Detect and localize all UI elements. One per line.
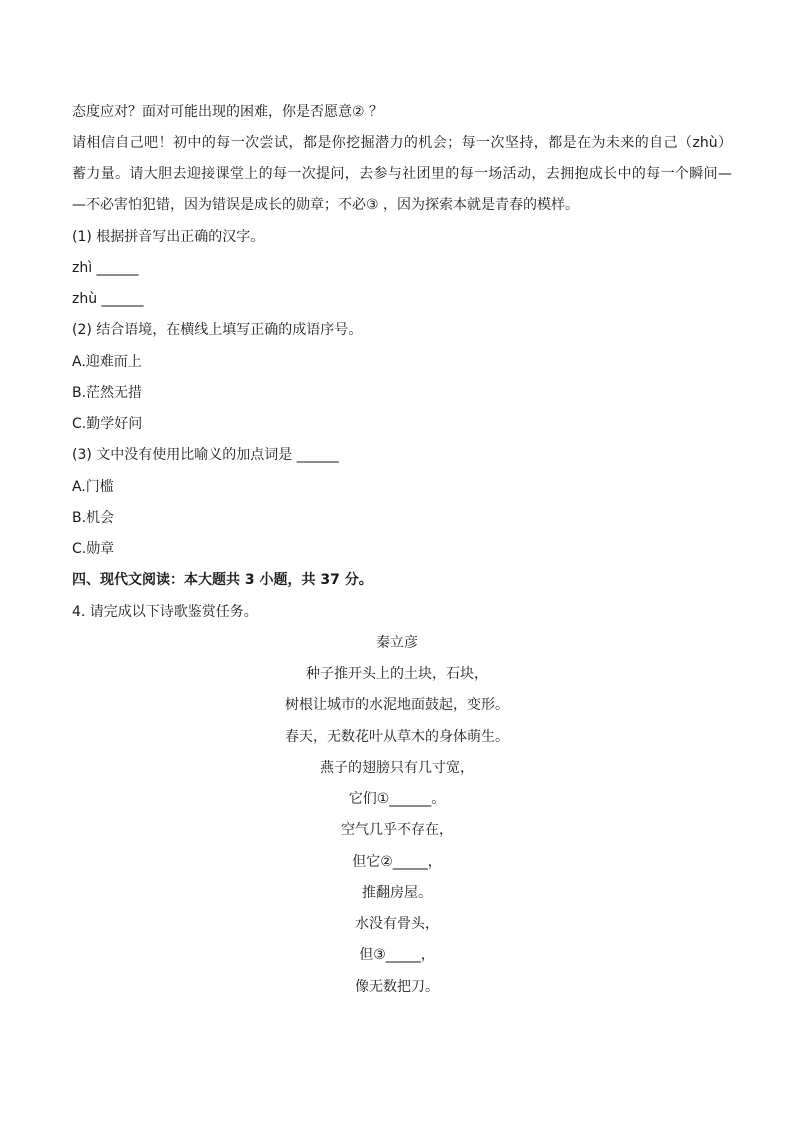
poem-line: 推翻房屋。	[362, 885, 432, 901]
poem-line: 像无数把刀。	[355, 979, 439, 995]
poem-line: 树根让城市的水泥地面鼓起，变形。	[285, 697, 509, 713]
section-4-heading: 四、现代文阅读：本大题共 3 小题，共 37 分。	[72, 572, 373, 588]
question-3-option-c: C.勋章	[72, 541, 115, 557]
poem-line: 春天，无数花叶从草木的身体萌生。	[285, 729, 509, 745]
passage-line-2: 请相信自己吧！初中的每一次尝试，都是你挖掘潜力的机会；每一次坚持，都是在为未来的自己（zhù）	[72, 135, 732, 151]
question-4-intro: 4. 请完成以下诗歌鉴赏任务。	[72, 604, 258, 620]
question-1-item-zhu: zhù ______	[72, 291, 144, 307]
question-1-prompt: (1) 根据拼音写出正确的汉字。	[72, 229, 265, 245]
poem-author: 秦立彦	[376, 635, 418, 651]
passage-line-3: 蓄力量。请大胆去迎接课堂上的每一次提问，去参与社团里的每一场活动，去拥抱成长中的每一个瞬间—	[72, 166, 732, 182]
question-3-prompt: (3) 文中没有使用比喻义的加点词是 ______	[72, 447, 339, 463]
poem-line-blank-1: 它们①______。	[348, 791, 446, 807]
question-2-option-b: B.茫然无措	[72, 385, 143, 401]
question-2-option-a: A.迎难而上	[72, 354, 142, 370]
question-3-option-a: A.门槛	[72, 479, 114, 495]
poem-line-blank-2: 但它②_____，	[352, 854, 442, 870]
question-3-option-b: B.机会	[72, 510, 115, 526]
passage-line-1: 态度应对？面对可能出现的困难，你是否愿意② ？	[72, 104, 383, 120]
question-1-item-zhi: zhì ______	[72, 260, 139, 276]
poem-line: 燕子的翅膀只有几寸宽，	[320, 760, 474, 776]
poem-line: 种子推开头上的土块，石块，	[306, 666, 488, 682]
question-2-option-c: C.勤学好问	[72, 416, 143, 432]
poem-line: 水没有骨头，	[355, 916, 439, 932]
question-2-prompt: (2) 结合语境，在横线上填写正确的成语序号。	[72, 322, 363, 338]
poem-line-blank-3: 但③_____，	[359, 947, 435, 963]
passage-line-4: —不必害怕犯错，因为错误是成长的勋章；不必③ ，因为探索本就是青春的模样。	[72, 197, 579, 213]
poem-line: 空气几乎不存在，	[341, 822, 453, 838]
